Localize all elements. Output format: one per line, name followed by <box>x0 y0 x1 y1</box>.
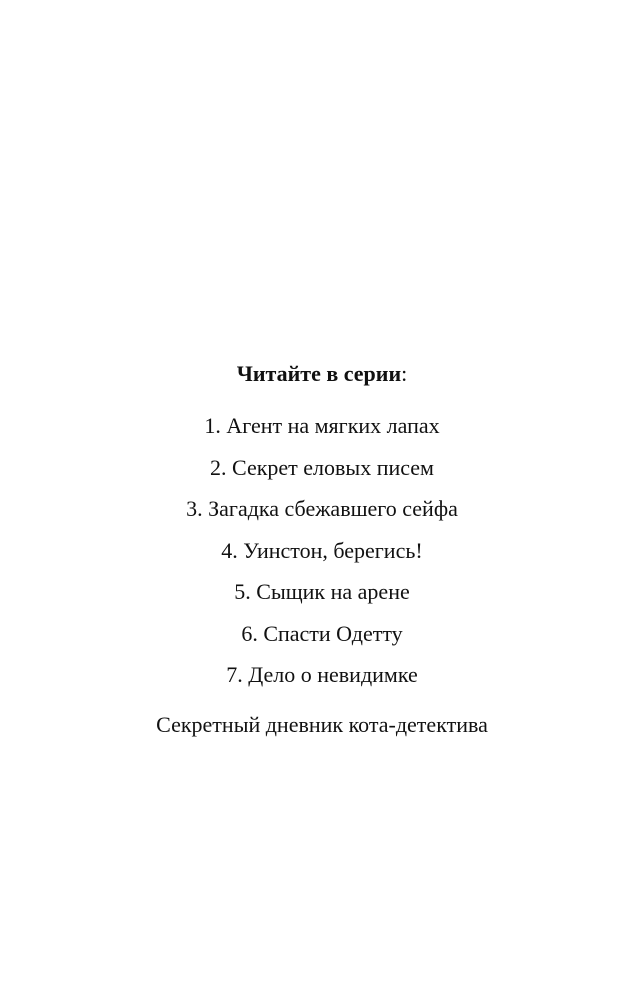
book-title: 7. Дело о невидимке <box>226 662 418 687</box>
series-heading-colon: : <box>401 361 408 386</box>
book-title: 3. Загадка сбежавшего сейфа <box>186 496 458 521</box>
extra-book-title: Секретный дневник кота-детектива <box>156 712 488 737</box>
book-title: 5. Сыщик на арене <box>234 579 410 604</box>
book-title: 2. Секрет еловых писем <box>210 454 434 480</box>
series-heading <box>0 360 644 388</box>
series-heading-text: Читайте в серии <box>236 361 402 386</box>
book-list <box>0 412 644 689</box>
book-title: 1. Агент на мягких лапах <box>204 413 440 438</box>
series-list-block <box>0 360 644 739</box>
book-title: 6. Спасти Одетту <box>241 620 403 646</box>
book-title: 4. Уинстон, берегись! <box>221 537 423 563</box>
